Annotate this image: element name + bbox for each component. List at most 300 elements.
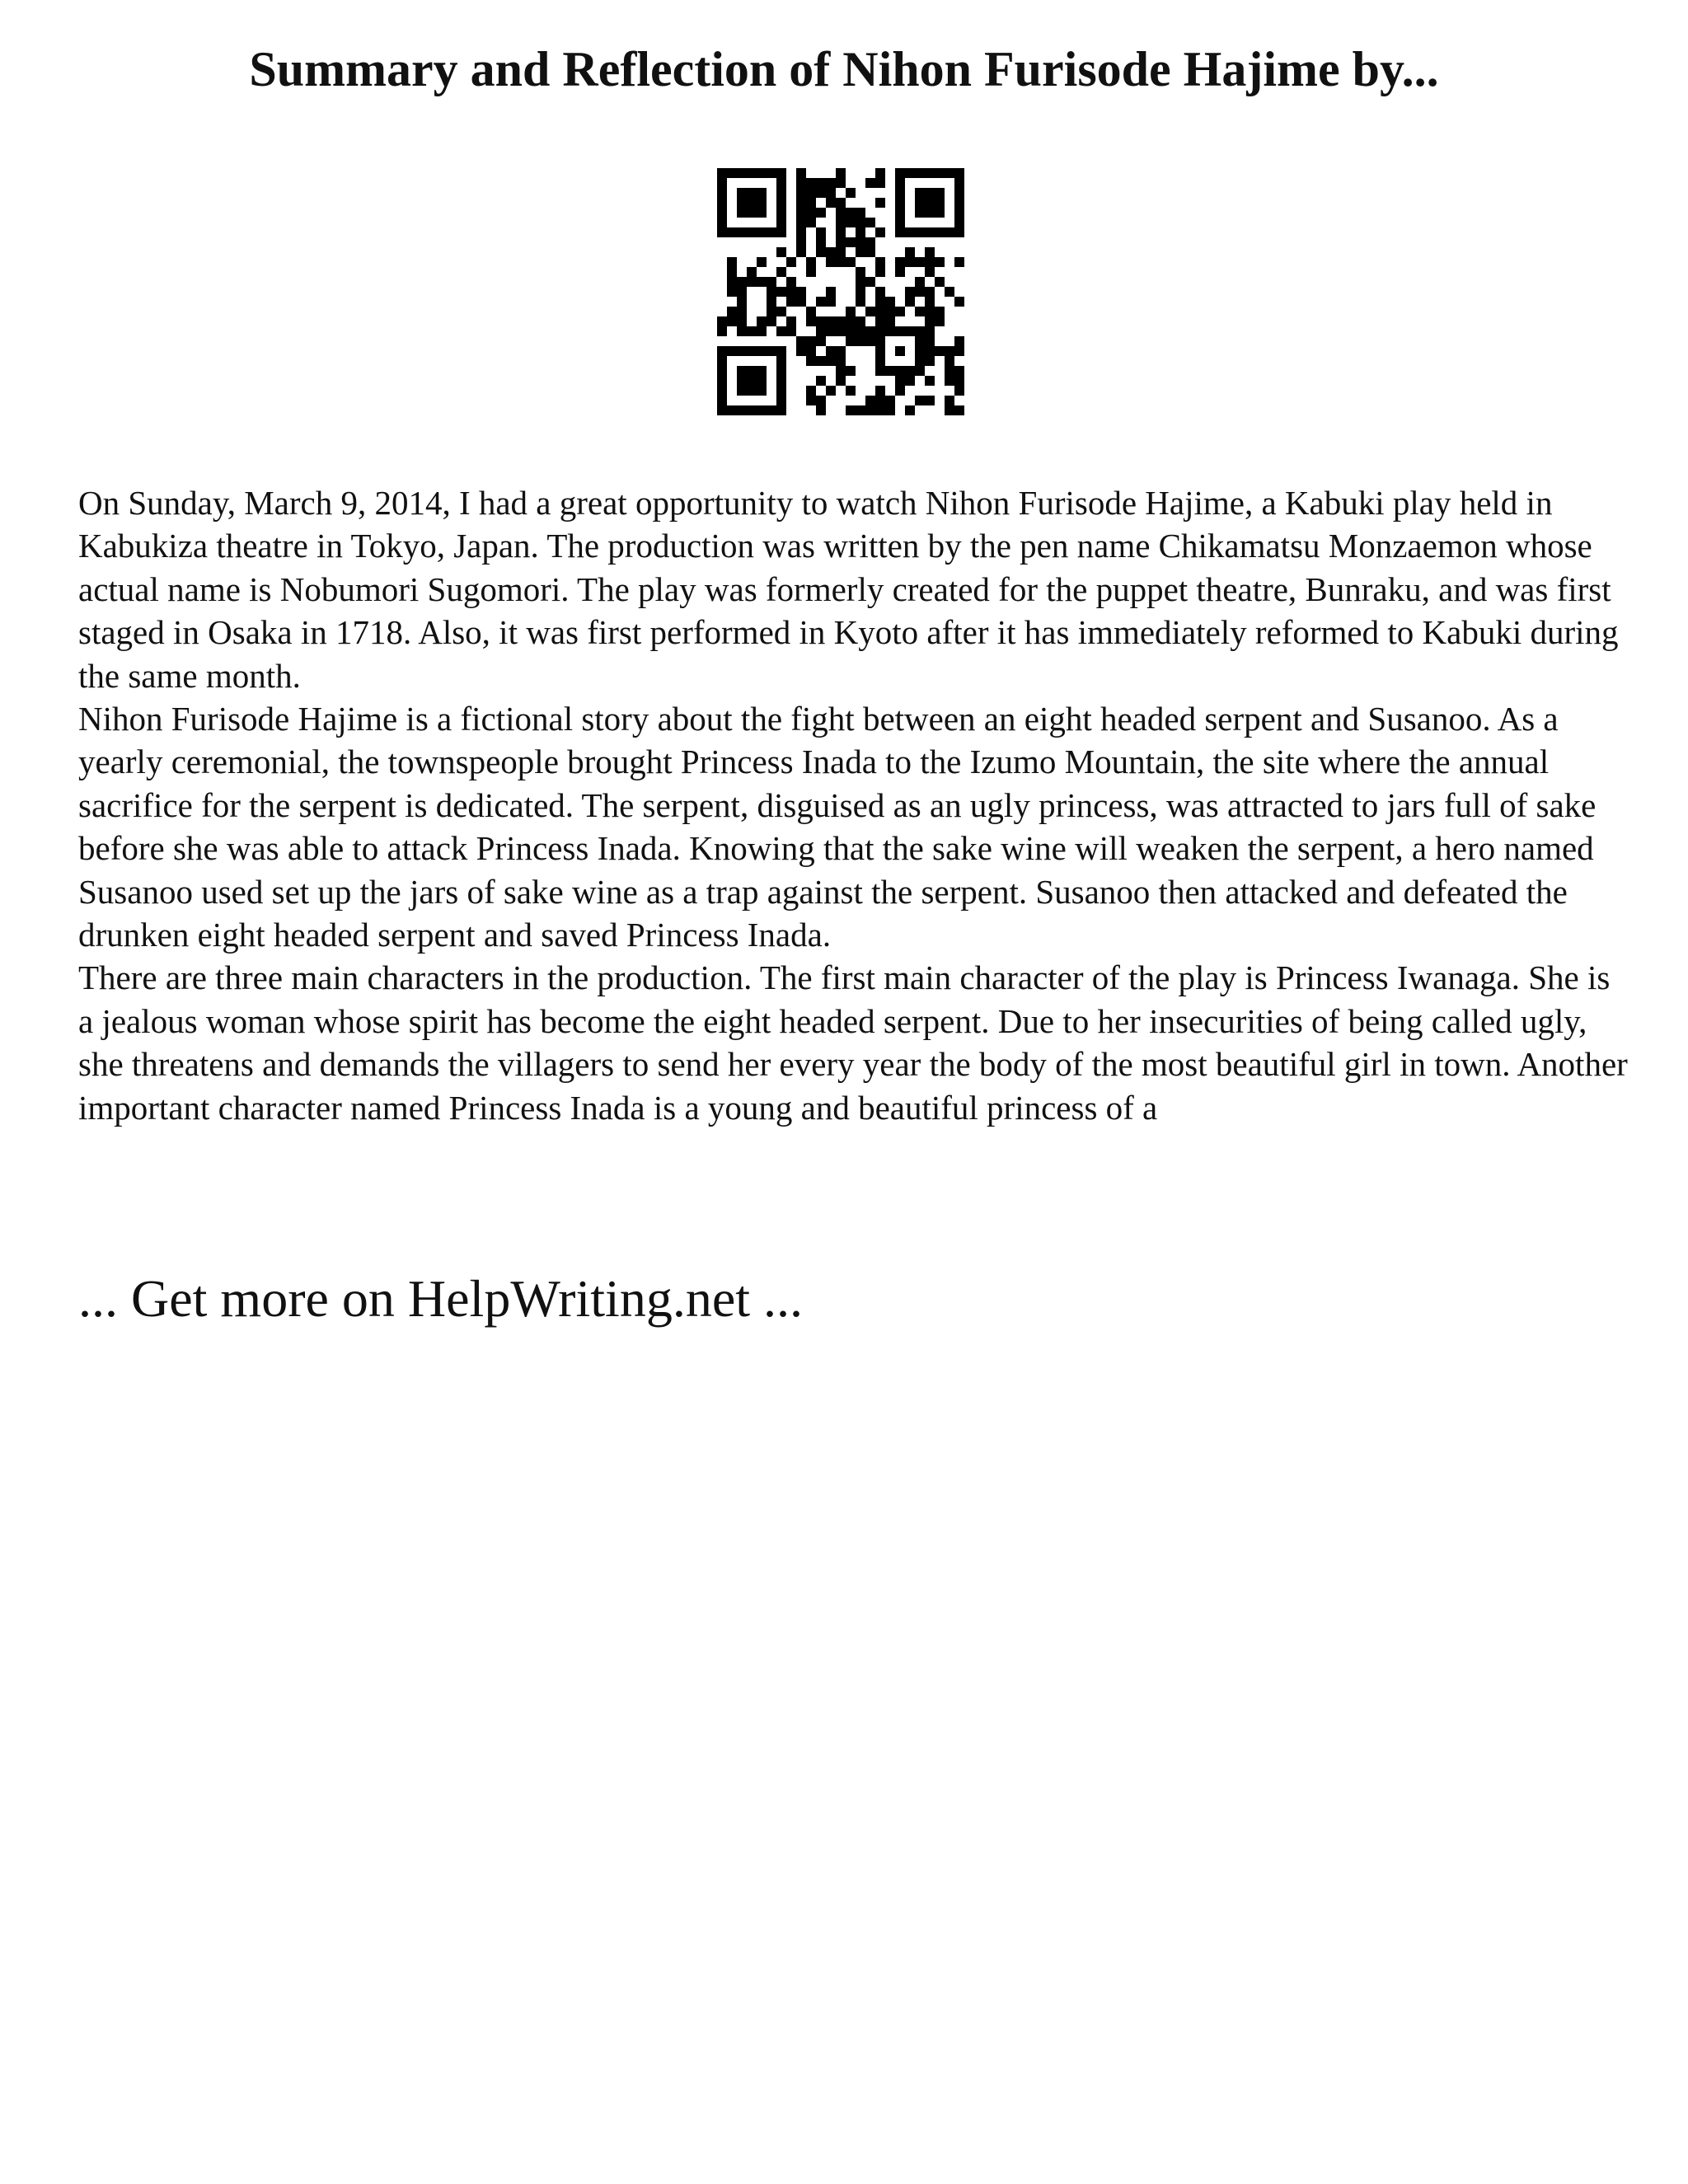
qr-module (895, 208, 905, 218)
qr-module (925, 376, 935, 386)
qr-module (767, 227, 776, 237)
qr-module (816, 316, 826, 326)
qr-module (727, 346, 737, 356)
qr-module (757, 346, 767, 356)
qr-module (747, 376, 757, 386)
qr-module (717, 178, 727, 188)
qr-module (786, 277, 796, 287)
qr-module (885, 316, 895, 326)
qr-module (717, 346, 727, 356)
qr-module (757, 376, 767, 386)
qr-module (727, 405, 737, 415)
qr-module (895, 386, 905, 396)
qr-module (757, 188, 767, 198)
qr-module (796, 247, 806, 257)
qr-module (767, 168, 776, 178)
qr-module (737, 297, 747, 307)
qr-module (737, 307, 747, 316)
qr-module (935, 257, 945, 267)
qr-module (816, 396, 826, 405)
qr-module (717, 227, 727, 237)
qr-module (836, 168, 846, 178)
qr-module (925, 247, 935, 257)
qr-module (865, 277, 875, 287)
qr-module (836, 218, 846, 227)
qr-module (727, 257, 737, 267)
qr-module (737, 376, 747, 386)
qr-module (826, 188, 836, 198)
qr-module (826, 287, 836, 297)
qr-module (836, 257, 846, 267)
qr-module (767, 405, 776, 415)
qr-module (836, 208, 846, 218)
qr-module (786, 326, 796, 336)
qr-module (915, 198, 925, 208)
qr-module (737, 208, 747, 218)
qr-module (816, 247, 826, 257)
qr-module (836, 356, 846, 366)
qr-module (856, 237, 865, 247)
qr-module (776, 386, 786, 396)
qr-module (925, 227, 935, 237)
qr-module (757, 208, 767, 218)
qr-module (856, 227, 865, 237)
qr-module (954, 405, 964, 415)
qr-module (895, 257, 905, 267)
qr-module (915, 346, 925, 356)
qr-module (875, 307, 885, 316)
qr-module (875, 267, 885, 277)
qr-module (846, 237, 856, 247)
qr-module (865, 326, 875, 336)
qr-module (935, 168, 945, 178)
qr-module (925, 336, 935, 346)
qr-module (796, 297, 806, 307)
qr-module (954, 257, 964, 267)
qr-module (925, 287, 935, 297)
qr-module (935, 346, 945, 356)
qr-module (806, 346, 816, 356)
qr-module (954, 297, 964, 307)
qr-module (875, 346, 885, 356)
qr-module (846, 218, 856, 227)
qr-module (935, 227, 945, 237)
qr-module (875, 227, 885, 237)
qr-module (796, 336, 806, 346)
qr-module (925, 198, 935, 208)
qr-module (865, 396, 875, 405)
qr-module (806, 267, 816, 277)
qr-module (895, 366, 905, 376)
qr-module (954, 227, 964, 237)
qr-module (915, 396, 925, 405)
qr-module (816, 356, 826, 366)
qr-module (915, 277, 925, 287)
qr-module (836, 316, 846, 326)
qr-module (836, 346, 846, 356)
qr-module (895, 326, 905, 336)
qr-module (717, 316, 727, 326)
qr-module (954, 346, 964, 356)
qr-module (816, 237, 826, 247)
qr-module (776, 168, 786, 178)
qr-module (846, 405, 856, 415)
qr-module (885, 326, 895, 336)
qr-module (786, 297, 796, 307)
qr-module (757, 168, 767, 178)
qr-module (954, 188, 964, 198)
qr-module (826, 356, 836, 366)
qr-module (856, 267, 865, 277)
qr-module (915, 257, 925, 267)
qr-module (905, 326, 915, 336)
qr-module (776, 218, 786, 227)
qr-module (945, 346, 954, 356)
qr-module (747, 208, 757, 218)
qr-module (816, 227, 826, 237)
qr-module (806, 396, 816, 405)
qr-module (915, 208, 925, 218)
qr-module (954, 366, 964, 376)
qr-module (895, 267, 905, 277)
qr-module (776, 247, 786, 257)
qr-module (806, 257, 816, 267)
qr-module (776, 396, 786, 405)
qr-module (836, 247, 846, 257)
qr-module (945, 356, 954, 366)
qr-module (856, 336, 865, 346)
qr-module (846, 336, 856, 346)
qr-module (945, 376, 954, 386)
qr-module (915, 227, 925, 237)
qr-module (875, 297, 885, 307)
qr-module (846, 326, 856, 336)
qr-module (954, 198, 964, 208)
qr-module (717, 376, 727, 386)
qr-module (717, 218, 727, 227)
qr-module (796, 198, 806, 208)
qr-module (717, 396, 727, 405)
qr-module (875, 366, 885, 376)
qr-module (737, 405, 747, 415)
qr-module (945, 287, 954, 297)
qr-module (865, 307, 875, 316)
qr-module (905, 297, 915, 307)
qr-module (925, 316, 935, 326)
qr-module (776, 287, 786, 297)
qr-module (875, 198, 885, 208)
qr-module (875, 386, 885, 396)
qr-module (776, 188, 786, 198)
qr-module (846, 208, 856, 218)
qr-module (776, 346, 786, 356)
qr-module (846, 316, 856, 326)
qr-module (717, 208, 727, 218)
qr-module (885, 297, 895, 307)
qr-module (776, 366, 786, 376)
qr-module (717, 386, 727, 396)
qr-module (816, 326, 826, 336)
qr-module (806, 316, 816, 326)
qr-module (856, 405, 865, 415)
qr-module (757, 405, 767, 415)
qr-module (905, 257, 915, 267)
qr-module (954, 208, 964, 218)
paragraph-intro: On Sunday, March 9, 2014, I had a great opportunity to watch Nihon Furisode Hajime, a Kabuki play held in Kabukiza theatre in Tokyo, Japan. The production was written by the pen name Chikamatsu Monzaemon whose actual name is Nobumori Sugomori. The play was formerly created for the puppet theatre, Bunraku, and was first staged in Osaka in 1718. Also, it was first performed in Kyoto after it has immediately reformed to Kabuki during the same month. (78, 484, 1619, 695)
qr-module (776, 198, 786, 208)
qr-module (915, 336, 925, 346)
qr-module (826, 247, 836, 257)
qr-module (925, 297, 935, 307)
qr-module (786, 316, 796, 326)
qr-module (915, 188, 925, 198)
qr-module (737, 346, 747, 356)
qr-module (717, 326, 727, 336)
qr-module (747, 227, 757, 237)
qr-module (935, 188, 945, 198)
qr-module (737, 277, 747, 287)
qr-module (776, 178, 786, 188)
qr-module (737, 316, 747, 326)
get-more-link[interactable]: ... Get more on HelpWriting.net ... (78, 1269, 803, 1328)
qr-module (915, 326, 925, 336)
qr-module (796, 168, 806, 178)
qr-module (767, 346, 776, 356)
qr-module (806, 218, 816, 227)
qr-module (895, 168, 905, 178)
qr-module (737, 287, 747, 297)
qr-module (875, 316, 885, 326)
qr-module (915, 287, 925, 297)
qr-module (757, 257, 767, 267)
qr-module (747, 198, 757, 208)
qr-module (895, 188, 905, 198)
qr-module (717, 405, 727, 415)
qr-module (796, 218, 806, 227)
qr-module (895, 376, 905, 386)
qr-module (727, 277, 737, 287)
qr-module (796, 227, 806, 237)
qr-module (954, 386, 964, 396)
paragraph-synopsis: Nihon Furisode Hajime is a fictional story about the fight between an eight headed serpent and Susanoo. As a yearly ceremonial, the townspeople brought Princess Inada to the Izumo Mountain, the site where the annual sacrifice for the serpent is dedicated. The serpent, disguised as an ugly princess, was attracted to jars full of sake before she was able to attack Princess Inada. Knowing that the sake wine will weaken the serpent, a hero named Susanoo used set up the jars of sake wine as a trap against the serpent. Susanoo then attacked and defeated the drunken eight headed serpent and saved Princess Inada. (78, 700, 1597, 954)
qr-module (717, 168, 727, 178)
qr-module (865, 237, 875, 247)
qr-module (737, 168, 747, 178)
qr-module (905, 287, 915, 297)
qr-module (796, 188, 806, 198)
qr-module (954, 168, 964, 178)
qr-module (856, 208, 865, 218)
qr-module (747, 366, 757, 376)
qr-module (954, 376, 964, 386)
qr-module (816, 336, 826, 346)
qr-module (727, 307, 737, 316)
qr-module (776, 227, 786, 237)
qr-module (776, 405, 786, 415)
qr-module (776, 307, 786, 316)
qr-module (806, 336, 816, 346)
qr-module (826, 178, 836, 188)
qr-module (757, 198, 767, 208)
qr-module (737, 326, 747, 336)
qr-module (954, 218, 964, 227)
qr-module (717, 366, 727, 376)
qr-module (836, 198, 846, 208)
qr-module (865, 178, 875, 188)
qr-module (905, 366, 915, 376)
qr-module (816, 376, 826, 386)
qr-module (796, 208, 806, 218)
qr-module (856, 326, 865, 336)
qr-module (717, 356, 727, 366)
document-title: Summary and Reflection of Nihon Furisode Hajime by... (249, 42, 1439, 96)
qr-module (945, 396, 954, 405)
qr-module (856, 287, 865, 297)
qr-module (915, 366, 925, 376)
qr-module (806, 178, 816, 188)
qr-module (776, 208, 786, 218)
qr-module (925, 356, 935, 366)
qr-module (747, 267, 757, 277)
qr-module (846, 307, 856, 316)
qr-module (935, 277, 945, 287)
qr-module (925, 307, 935, 316)
qr-module (885, 307, 895, 316)
qr-module (846, 366, 856, 376)
qr-module (925, 267, 935, 277)
qr-module (865, 336, 875, 346)
qr-module (776, 356, 786, 366)
qr-module (836, 178, 846, 188)
qr-module (895, 346, 905, 356)
qr-module (826, 198, 836, 208)
qr-module (757, 326, 767, 336)
qr-module (826, 297, 836, 307)
qr-module (875, 257, 885, 267)
qr-module (925, 346, 935, 356)
document-body (78, 481, 1628, 1129)
qr-module (767, 307, 776, 316)
qr-module (816, 178, 826, 188)
qr-module (747, 168, 757, 178)
qr-module (826, 346, 836, 356)
qr-module (865, 218, 875, 227)
qr-module (727, 267, 737, 277)
qr-module (846, 386, 856, 396)
qr-module (757, 366, 767, 376)
qr-module (747, 326, 757, 336)
qr-module (856, 247, 865, 257)
qr-module (796, 287, 806, 297)
qr-module (836, 376, 846, 386)
qr-module (757, 386, 767, 396)
qr-module (757, 277, 767, 287)
qr-module (875, 287, 885, 297)
qr-module (826, 386, 836, 396)
qr-module (806, 198, 816, 208)
qr-module (806, 188, 816, 198)
qr-module (945, 227, 954, 237)
qr-module (885, 366, 895, 376)
qr-module (806, 356, 816, 366)
qr-module (954, 178, 964, 188)
qr-module (935, 198, 945, 208)
qr-module (915, 356, 925, 366)
qr-module (895, 198, 905, 208)
qr-module (875, 178, 885, 188)
qr-module (856, 218, 865, 227)
qr-module (875, 356, 885, 366)
qr-module (816, 188, 826, 198)
qr-module (836, 227, 846, 237)
qr-module (826, 316, 836, 326)
qr-module (905, 227, 915, 237)
qr-module (737, 227, 747, 237)
qr-module (796, 346, 806, 356)
qr-module (935, 307, 945, 316)
qr-module (776, 376, 786, 386)
qr-module (776, 267, 786, 277)
qr-module (806, 386, 816, 396)
qr-module (727, 168, 737, 178)
qr-module (717, 188, 727, 198)
qr-module (915, 168, 925, 178)
qr-module (885, 396, 895, 405)
qr-module (915, 307, 925, 316)
qr-module (905, 405, 915, 415)
qr-module (885, 405, 895, 415)
qr-code-icon (717, 168, 964, 415)
qr-module (816, 208, 826, 218)
qr-module (895, 227, 905, 237)
qr-module (747, 346, 757, 356)
qr-module (796, 237, 806, 247)
qr-module (776, 326, 786, 336)
qr-module (737, 386, 747, 396)
qr-module (856, 297, 865, 307)
qr-module (806, 307, 816, 316)
qr-module (905, 247, 915, 257)
qr-module (816, 297, 826, 307)
qr-module (925, 168, 935, 178)
qr-module (954, 336, 964, 346)
qr-module (727, 227, 737, 237)
qr-module (767, 297, 776, 307)
qr-module (935, 208, 945, 218)
qr-module (945, 168, 954, 178)
qr-module (737, 366, 747, 376)
qr-module (905, 376, 915, 386)
qr-module (925, 396, 935, 405)
qr-module (875, 326, 885, 336)
qr-module (945, 366, 954, 376)
qr-module (836, 326, 846, 336)
qr-module (856, 316, 865, 326)
qr-module (747, 405, 757, 415)
qr-module (767, 287, 776, 297)
qr-module (767, 277, 776, 287)
qr-module (895, 178, 905, 188)
qr-module (786, 257, 796, 267)
qr-module (826, 257, 836, 267)
qr-module (905, 168, 915, 178)
qr-module (717, 198, 727, 208)
qr-module (747, 386, 757, 396)
qr-module (767, 316, 776, 326)
qr-module (727, 316, 737, 326)
qr-module (875, 405, 885, 415)
paragraph-characters: There are three main characters in the production. The first main character of the play is Princess Iwanaga. She is a jealous woman whose spirit has become the eight headed serpent. Due to her insecurities of being called ugly, she threatens and demands the villagers to send her every year the body of the most beautiful girl in town. Another important character named Princess Inada is a young and beautiful princess of a (78, 958, 1628, 1127)
